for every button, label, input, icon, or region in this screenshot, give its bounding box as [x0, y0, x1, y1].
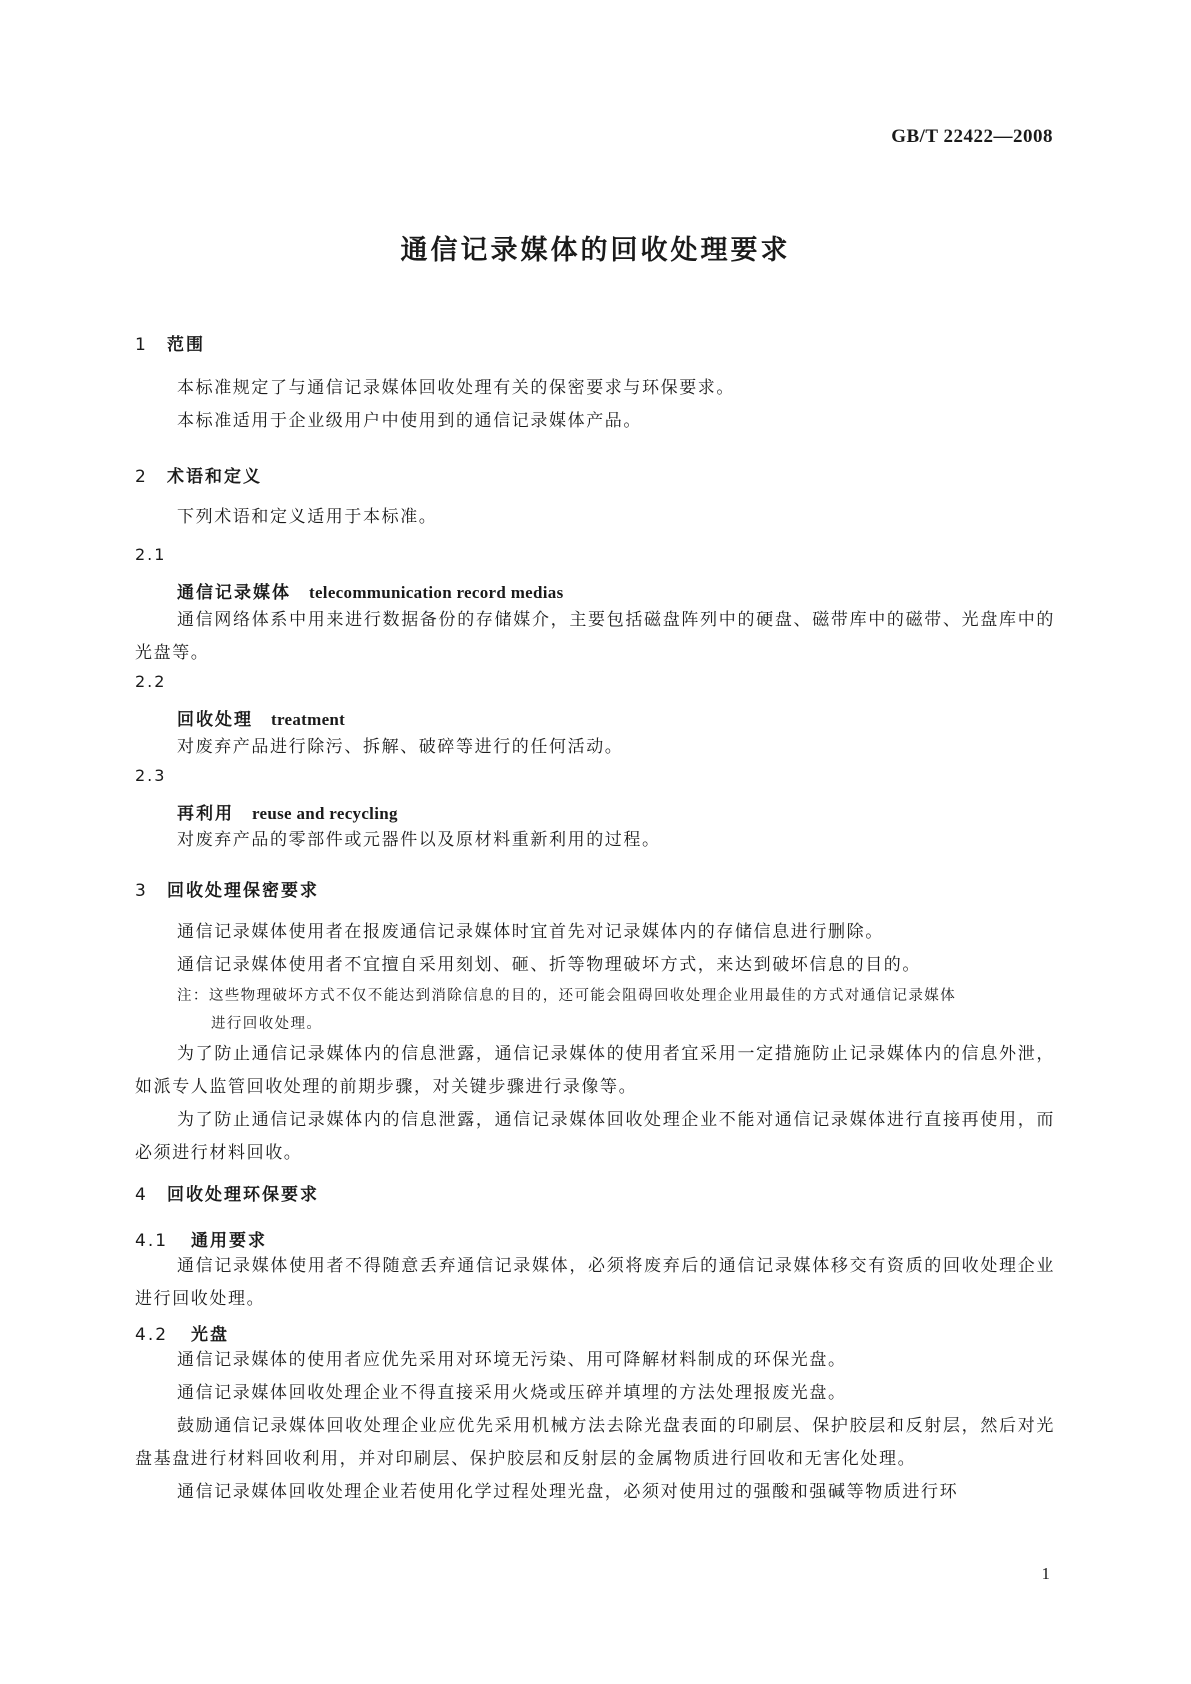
section-title: 术语和定义 — [167, 467, 262, 487]
term-zh: 再利用 — [177, 804, 234, 824]
note-label: 注： — [177, 988, 209, 1004]
term-en: telecommunication record medias — [309, 583, 564, 602]
term-2-1 — [135, 578, 1097, 603]
section-1-body — [135, 372, 1055, 438]
paragraph: 本标准规定了与通信记录媒体回收处理有关的保密要求与环保要求。 — [177, 378, 735, 398]
section-3-body — [135, 916, 1055, 1170]
paragraph: 通信记录媒体使用者不得随意丢弃通信记录媒体，必须将废弃后的通信记录媒体移交有资质的回收处理企业进行回收处理。 — [135, 1256, 1055, 1309]
paragraph: 对废弃产品进行除污、拆解、破碎等进行的任何活动。 — [177, 737, 624, 757]
term-zh: 回收处理 — [177, 710, 253, 730]
paragraph: 通信记录媒体的使用者应优先采用对环境无污染、用可降解材料制成的环保光盘。 — [177, 1350, 847, 1370]
section-number: 1 — [135, 335, 148, 355]
section-number: 2 — [135, 467, 148, 487]
section-3-heading — [135, 876, 1055, 901]
term-2-2 — [135, 705, 1097, 730]
paragraph: 通信记录媒体回收处理企业不得直接采用火烧或压碎并填埋的方法处理报废光盘。 — [177, 1383, 847, 1403]
section-number: 4 — [135, 1185, 148, 1205]
term-2-3 — [135, 799, 1097, 824]
paragraph: 本标准适用于企业级用户中使用到的通信记录媒体产品。 — [177, 411, 642, 431]
section-title: 回收处理环保要求 — [167, 1185, 319, 1205]
section-2-body — [135, 501, 1055, 534]
paragraph: 下列术语和定义适用于本标准。 — [177, 507, 438, 527]
note-text: 进行回收处理。 — [211, 1016, 323, 1032]
term-zh: 通信记录媒体 — [177, 583, 291, 603]
term-2-2-number: 2.2 — [135, 672, 167, 691]
note-text: 这些物理破坏方式不仅不能达到消除信息的目的，还可能会阻碍回收处理企业用最佳的方式对通信记录媒体 — [208, 988, 957, 1004]
subsection-number: 4.2 — [135, 1325, 169, 1345]
document-title: 通信记录媒体的回收处理要求 — [400, 235, 791, 266]
paragraph: 通信记录媒体回收处理企业若使用化学过程处理光盘，必须对使用过的强酸和强碱等物质进行环 — [177, 1482, 959, 1502]
term-en: reuse and recycling — [252, 804, 398, 823]
standard-code: GB/T 22422—2008 — [891, 126, 1053, 147]
section-title: 回收处理保密要求 — [167, 881, 319, 901]
subsection-4-1-body — [135, 1250, 1055, 1316]
section-1-heading — [135, 330, 1055, 355]
section-number: 3 — [135, 881, 148, 901]
subsection-4-2-body — [135, 1344, 1055, 1509]
term-2-3-number: 2.3 — [135, 766, 167, 785]
subsection-4-1-heading — [135, 1226, 1055, 1251]
term-2-3-definition — [135, 824, 1055, 857]
paragraph: 为了防止通信记录媒体内的信息泄露，通信记录媒体的使用者宜采用一定措施防止记录媒体内的信息外泄，如派专人监管回收处理的前期步骤，对关键步骤进行录像等。 — [135, 1044, 1055, 1097]
term-2-1-definition — [135, 604, 1055, 670]
paragraph: 通信网络体系中用来进行数据备份的存储媒介，主要包括磁盘阵列中的硬盘、磁带库中的磁带、光盘库中的光盘等。 — [135, 610, 1055, 663]
section-2-heading — [135, 462, 1055, 487]
subsection-number: 4.1 — [135, 1231, 169, 1251]
term-2-2-definition — [135, 731, 1055, 764]
subsection-4-2-heading — [135, 1320, 1055, 1345]
page-number: 1 — [1041, 1564, 1050, 1583]
paragraph: 对废弃产品的零部件或元器件以及原材料重新利用的过程。 — [177, 830, 661, 850]
subsection-title: 光盘 — [191, 1325, 229, 1345]
term-2-1-number: 2.1 — [135, 545, 167, 564]
paragraph: 通信记录媒体使用者不宜擅自采用刻划、砸、折等物理破坏方式，来达到破坏信息的目的。 — [177, 955, 921, 975]
section-title: 范围 — [167, 335, 205, 355]
subsection-title: 通用要求 — [191, 1231, 267, 1251]
note — [135, 982, 1055, 1038]
paragraph: 鼓励通信记录媒体回收处理企业应优先采用机械方法去除光盘表面的印刷层、保护胶层和反射层，然后对光盘基盘进行材料回收利用，并对印刷层、保护胶层和反射层的金属物质进行回收和无害化处理。 — [135, 1416, 1055, 1469]
term-en: treatment — [271, 710, 346, 729]
paragraph: 为了防止通信记录媒体内的信息泄露，通信记录媒体回收处理企业不能对通信记录媒体进行直接再使用，而必须进行材料回收。 — [135, 1110, 1055, 1163]
section-4-heading — [135, 1180, 1055, 1205]
paragraph: 通信记录媒体使用者在报废通信记录媒体时宜首先对记录媒体内的存储信息进行删除。 — [177, 922, 884, 942]
